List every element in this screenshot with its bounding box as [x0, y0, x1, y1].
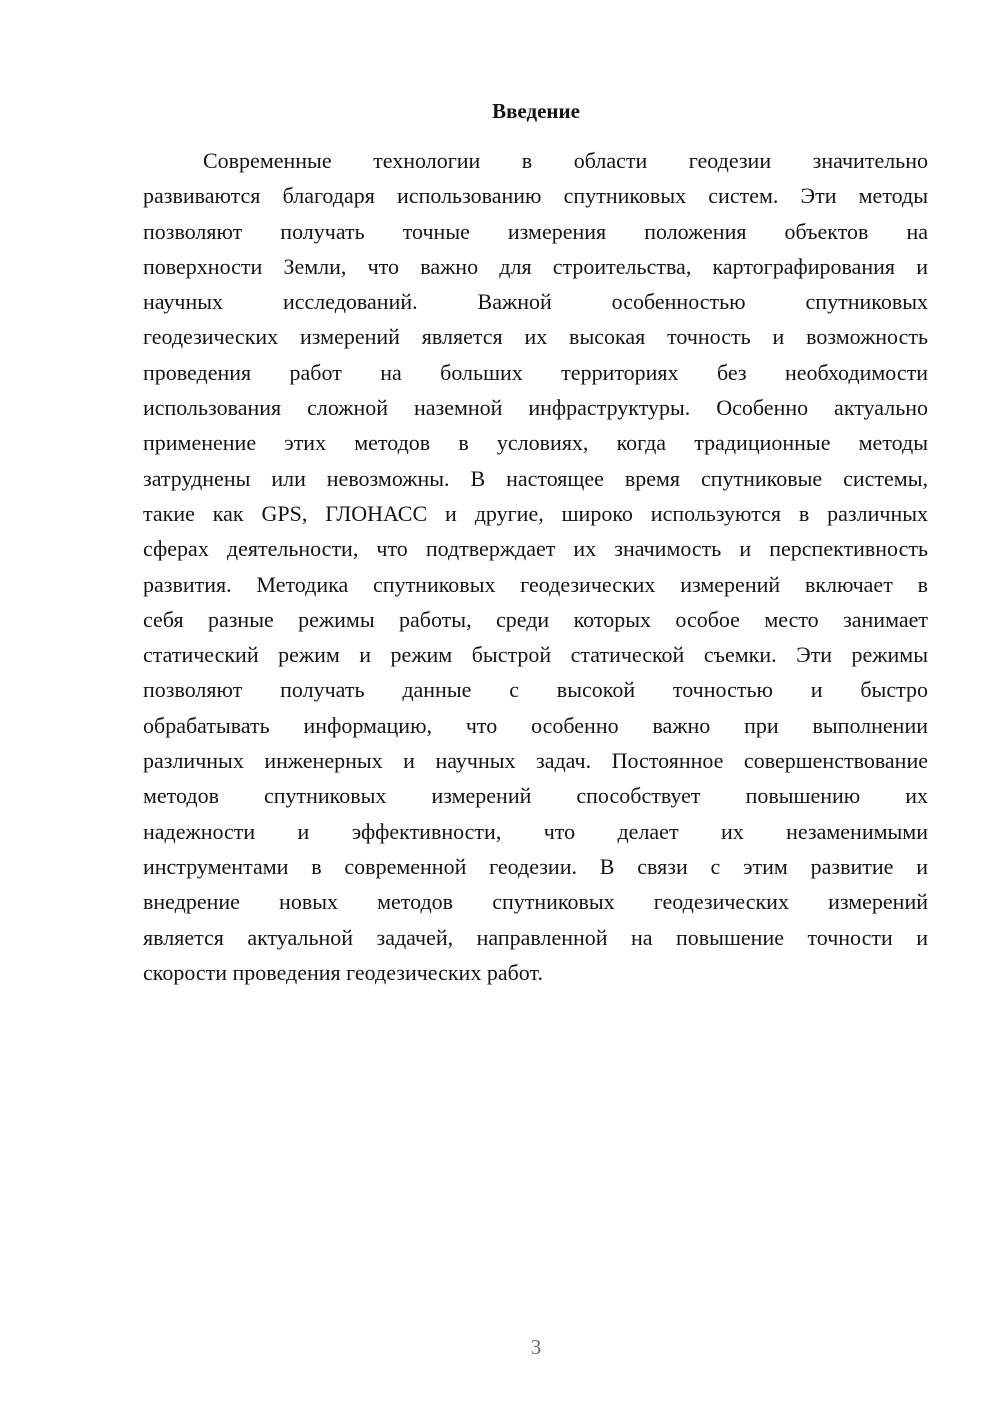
paragraph-line: использования сложной наземной инфраструктуры. Особенно актуально: [143, 395, 928, 421]
paragraph-line: себя разные режимы работы, среди которых особое место занимает: [143, 606, 928, 632]
paragraph-line: внедрение новых методов спутниковых геодезических измерений: [143, 889, 928, 915]
body-paragraph: [143, 143, 928, 990]
paragraph-line: обрабатывать информацию, что особенно важно при выполнении: [143, 712, 928, 738]
page-number: 3: [530, 1335, 542, 1359]
paragraph-line: развиваются благодаря использованию спутниковых систем. Эти методы: [143, 183, 928, 209]
paragraph-line: сферах деятельности, что подтверждает их значимость и перспективность: [143, 536, 928, 562]
paragraph-line: такие как GPS, ГЛОНАСС и другие, широко используются в различных: [143, 500, 928, 526]
paragraph-line: развития. Методика спутниковых геодезических измерений включает в: [143, 571, 928, 597]
paragraph-line: позволяют получать точные измерения положения объектов на: [143, 218, 928, 244]
paragraph-line: является актуальной задачей, направленной на повышение точности и: [143, 924, 928, 950]
paragraph-line: методов спутниковых измерений способствует повышению их: [143, 783, 928, 809]
paragraph-line: проведения работ на больших территориях без необходимости: [143, 359, 928, 385]
paragraph-line: статический режим и режим быстрой статической съемки. Эти режимы: [143, 642, 928, 668]
paragraph-line: надежности и эффективности, что делает их незаменимыми: [143, 818, 928, 844]
paragraph-line: позволяют получать данные с высокой точностью и быстро: [143, 677, 928, 703]
paragraph-line: скорости проведения геодезических работ.: [143, 959, 543, 985]
paragraph-line: Современные технологии в области геодезии значительно: [203, 148, 928, 173]
paragraph-line: научных исследований. Важной особенностью спутниковых: [143, 289, 928, 315]
paragraph-line: геодезических измерений является их высокая точность и возможность: [143, 324, 928, 350]
paragraph-line: различных инженерных и научных задач. Постоянное совершенствование: [143, 748, 928, 774]
paragraph-line: поверхности Земли, что важно для строительства, картографирования и: [143, 253, 928, 279]
paragraph-line: инструментами в современной геодезии. В связи с этим развитие и: [143, 853, 928, 879]
paragraph-line: затруднены или невозможны. В настоящее время спутниковые системы,: [143, 465, 928, 491]
section-heading: Введение: [492, 99, 580, 123]
paragraph-line: применение этих методов в условиях, когда традиционные методы: [143, 430, 928, 456]
